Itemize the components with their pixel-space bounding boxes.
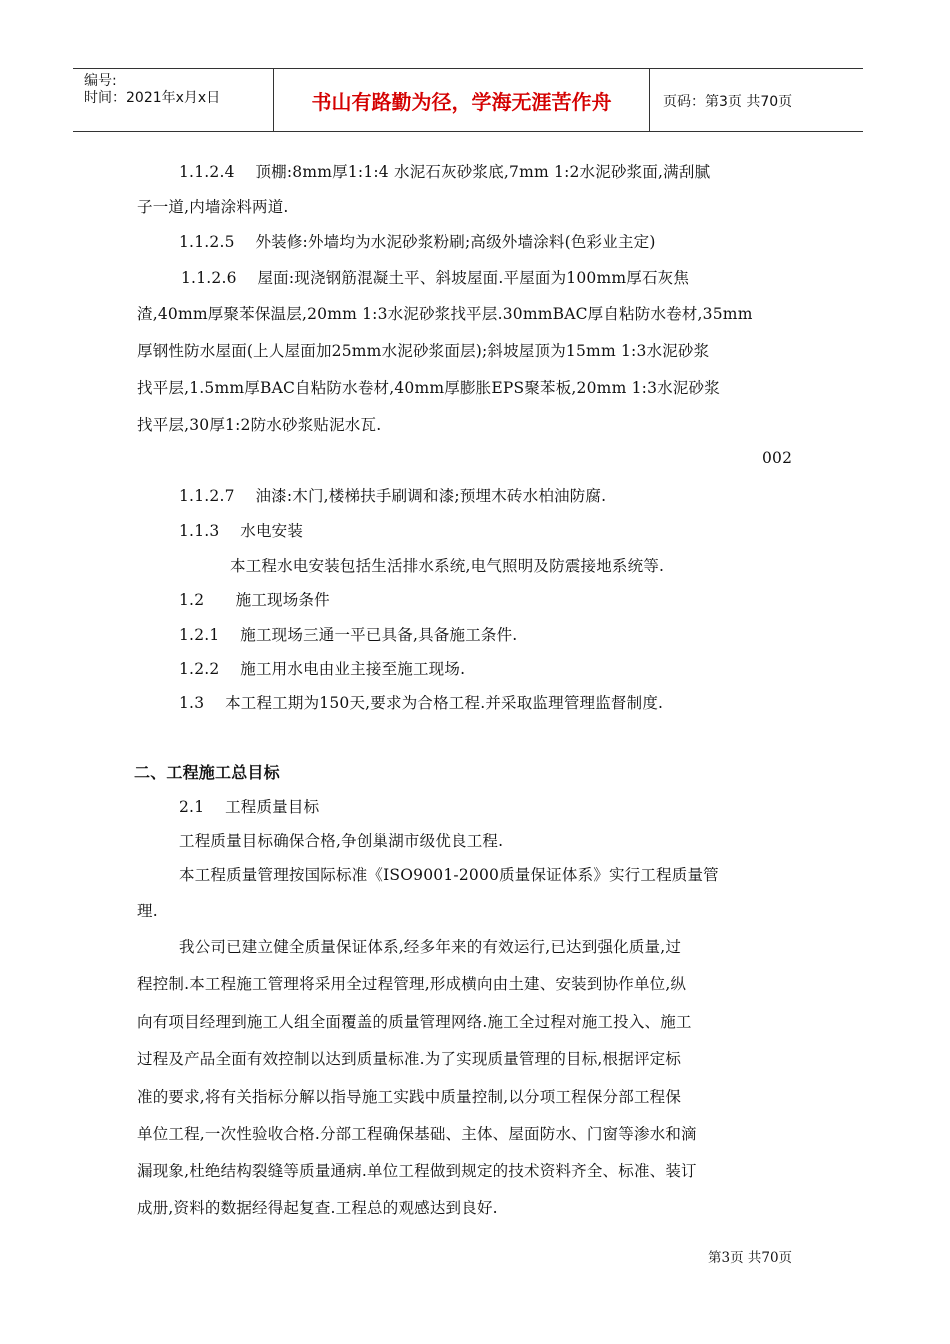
paragraph-line: 过程及产品全面有效控制以达到质量标准.为了实现质量管理的目标,根据评定标 (137, 1050, 682, 1068)
section-heading: 1.2 施工现场条件 (179, 591, 330, 609)
paragraph-line: 本工程水电安装包括生活排水系统,电气照明及防震接地系统等. (230, 557, 665, 575)
paragraph-line: 1.1.2.5 外装修:外墙均为水泥砂浆粉刷;高级外墙涂料(色彩业主定) (179, 233, 656, 251)
paragraph-line: 1.1.2.6 屋面:现浇钢筋混凝土平、斜坡屋面.平屋面为100mm厚石灰焦 (181, 269, 690, 287)
paragraph-line: 厚钢性防水屋面(上人屋面加25mm水泥砂浆面层);斜坡屋顶为15mm 1:3水泥砂浆 (137, 342, 710, 360)
paragraph-line: 准的要求,将有关指标分解以指导施工实践中质量控制,以分项工程保分部工程保 (137, 1088, 682, 1106)
paragraph-line: 程控制.本工程施工管理将采用全过程管理,形成横向由土建、安装到协作单位,纵 (137, 975, 687, 993)
paragraph-line: 本工程质量管理按国际标准《ISO9001-2000质量保证体系》实行工程质量管 (179, 866, 719, 884)
section-heading: 1.1.3 水电安装 (179, 522, 304, 540)
paragraph-line: 向有项目经理到施工人组全面覆盖的质量管理网络.施工全过程对施工投入、施工 (137, 1013, 692, 1031)
paragraph-line: 1.3 本工程工期为150天,要求为合格工程.并采取监理管理监督制度. (179, 694, 664, 712)
paragraph-line: 单位工程,一次性验收合格.分部工程确保基础、主体、屋面防水、门窗等渗水和滴 (137, 1125, 697, 1143)
paragraph-line: 子一道,内墙涂料两道. (137, 198, 289, 216)
paragraph-line: 1.1.2.4 顶棚:8mm厚1:1:4 水泥石灰砂浆底,7mm 1:2水泥砂浆面,满刮腻 (179, 163, 711, 181)
paragraph-line: 理. (137, 902, 158, 920)
paragraph-line: 1.1.2.7 油漆:木门,楼梯扶手刷调和漆;预埋木砖水柏油防腐. (179, 487, 607, 505)
header-page-info: 页码：第3页 共70页 (663, 94, 793, 110)
paragraph-line: 渣,40mm厚聚苯保温层,20mm 1:3水泥砂浆找平层.30mmBAC厚自粘防水卷材,35mm (137, 305, 753, 323)
footer-page-number: 第3页 共70页 (708, 1250, 793, 1266)
paragraph-line: 漏现象,杜绝结构裂缝等质量通病.单位工程做到规定的技术资料齐全、标准、装订 (137, 1162, 697, 1180)
header-meta (73, 69, 274, 131)
serial-label: 编号: (84, 73, 117, 89)
paragraph-line: 成册,资料的数据经得起复查.工程总的观感达到良好. (137, 1199, 498, 1217)
paragraph-line: 1.2.2 施工用水电由业主接至施工现场. (179, 660, 466, 678)
paragraph-line: 我公司已建立健全质量保证体系,经多年来的有效运行,已达到强化质量,过 (179, 938, 682, 956)
paragraph-line: 1.2.1 施工现场三通一平已具备,具备施工条件. (179, 626, 518, 644)
header-motto: 书山有路勤为径，学海无涯苦作舟 (274, 69, 650, 131)
page-header (73, 68, 863, 132)
time-label: 时间：2021年x月x日 (84, 90, 221, 106)
chapter-heading: 二、工程施工总目标 (134, 763, 280, 782)
section-heading: 2.1 工程质量目标 (179, 798, 320, 816)
paragraph-line: 找平层,30厚1:2防水砂浆贴泥水瓦. (137, 416, 382, 434)
paragraph-line: 找平层,1.5mm厚BAC自粘防水卷材,40mm厚膨胀EPS聚苯板,20mm 1:3水泥砂浆 (137, 379, 720, 397)
page-marker: 002 (762, 449, 793, 467)
paragraph-line: 工程质量目标确保合格,争创巢湖市级优良工程. (179, 832, 504, 850)
